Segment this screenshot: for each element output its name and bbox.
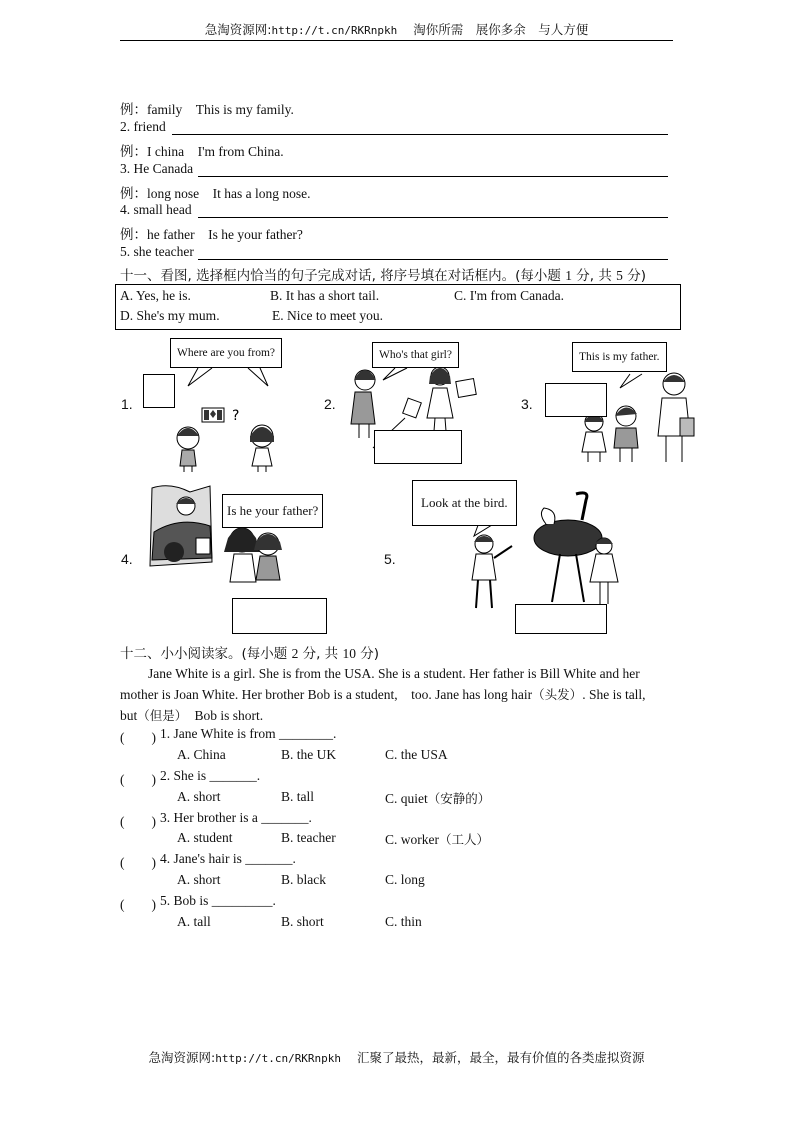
header-slogan: 淘你所需 展你多余 与人方便 [413,22,589,37]
option-b: B. It has a short tail. [270,288,380,303]
picture-1-bubble: Where are you from? [170,338,282,368]
question-5-option-c: C. thin [385,914,422,929]
picture-1-answer-box[interactable] [143,374,175,408]
option-a: A. Yes, he is. [120,288,191,303]
question-1-paren[interactable]: ( ) [120,730,156,745]
question-4-option-c: C. long [385,872,425,887]
question-2-stem: 2. She is _______. [160,768,261,783]
exercise-prompt-4: 4. small head [120,202,192,217]
question-1-stem: 1. Jane White is from ________. [160,726,337,741]
question-1-option-c: C. the USA [385,747,448,762]
header-site: 急淘资源网: [204,22,272,37]
picture-3-answer-box[interactable] [545,383,607,417]
header-url[interactable]: http://t.cn/RKRnpkh [271,24,398,37]
example-line-4: 例：he father Is he your father? [120,227,303,242]
exercise-prompt-3: 3. He Canada [120,161,194,176]
picture-5-bubble: Look at the bird. [412,480,517,526]
svg-text:?: ? [232,408,240,424]
answer-line-5[interactable] [198,259,668,260]
option-c: C. I'm from Canada. [454,288,565,303]
question-5-paren[interactable]: ( ) [120,897,156,912]
footer-slogan: 汇聚了最热，最新，最全，最有价值的各类虚拟资源 [356,1050,645,1065]
question-4-option-a: A. short [177,872,221,887]
exercise-prompt-2: 2. friend [120,119,166,134]
picture-5-answer-box[interactable] [515,604,607,634]
question-2-option-a: A. short [177,789,221,804]
answer-line-3[interactable] [198,176,668,177]
example-line-1: 例：family This is my family. [120,102,294,117]
page-header [120,20,673,41]
question-4-paren[interactable]: ( ) [120,855,156,870]
question-3-option-c: C. worker（工人） [385,832,490,847]
question-5-stem: 5. Bob is _________. [160,893,276,908]
question-4-stem: 4. Jane's hair is _______. [160,851,296,866]
picture-number-2: 2. [324,396,336,412]
section-11-title: 十一、看图, 选择框内恰当的句子完成对话, 将序号填在对话框内。(每小题 1 分, 共 5 分) [120,268,646,284]
passage-line-1: Jane White is a girl. She is from the USA. She is a student. Her father is Bill White and her [148,666,640,681]
footer-url[interactable]: http://t.cn/RKRnpkh [215,1052,342,1065]
example-line-3: 例：long nose It has a long nose. [120,186,311,201]
question-3-stem: 3. Her brother is a _______. [160,810,312,825]
question-1-option-b: B. the UK [281,747,337,762]
answer-line-4[interactable] [198,217,668,218]
picture-number-1: 1. [121,396,133,412]
option-e: E. Nice to meet you. [272,308,383,323]
options-box [115,284,681,330]
page-footer [120,1048,673,1066]
question-3-option-b: B. teacher [281,830,336,845]
option-d: D. She's my mum. [120,308,220,323]
picture-3-bubble: This is my father. [572,342,667,372]
question-4-option-b: B. black [281,872,326,887]
example-line-2: 例：I china I'm from China. [120,144,284,159]
picture-2-bubble: Who's that girl? [372,342,459,368]
passage-line-3: but（但是） Bob is short. [120,708,264,723]
picture-4-answer-box[interactable] [232,598,327,634]
picture-number-5: 5. [384,551,396,567]
picture-number-4: 4. [121,551,133,567]
question-5-option-b: B. short [281,914,324,929]
picture-4-bubble: Is he your father? [222,494,323,528]
question-3-paren[interactable]: ( ) [120,814,156,829]
question-2-option-b: B. tall [281,789,314,804]
picture-2-answer-box[interactable] [374,430,462,464]
answer-line-2[interactable] [172,134,668,135]
question-1-option-a: A. China [177,747,226,762]
exercise-prompt-5: 5. she teacher [120,244,194,259]
question-2-paren[interactable]: ( ) [120,772,156,787]
passage-line-2: mother is Joan White. Her brother Bob is a student, too. Jane has long hair（头发）. She is tall, [120,687,646,702]
footer-site: 急淘资源网: [148,1050,216,1065]
question-5-option-a: A. tall [177,914,211,929]
question-2-option-c: C. quiet（安静的） [385,791,491,806]
question-3-option-a: A. student [177,830,233,845]
picture-number-3: 3. [521,396,533,412]
section-12-title: 十二、小小阅读家。(每小题 2 分, 共 10 分) [120,646,380,662]
